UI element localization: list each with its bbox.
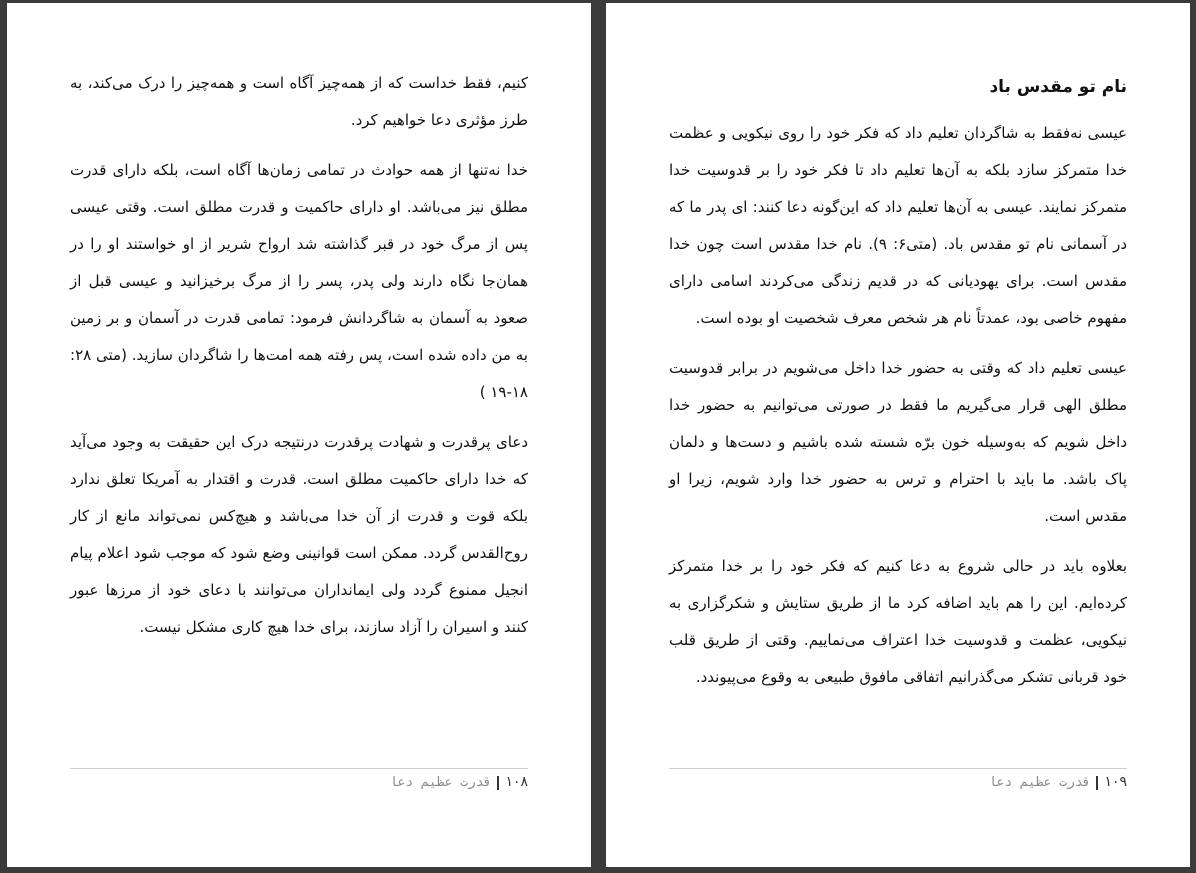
page-109[interactable] [606, 3, 1190, 867]
page-body [70, 65, 528, 659]
paragraph: عیسی تعلیم داد که وقتی به حضور خدا داخل می‌شویم در برابر قدوسیت مطلق الهی قرار می‌گیریم ما فقط در صورتی می‌توانیم به حضور خدا داخل شویم که به‌وسیله خون برّه شسته شده باشیم و دست‌ها و دلمان پاک باشد. ما باید با احترام و ترس به حضور خدا وارد شویم، زیرا او مقدس است. [669, 359, 1127, 525]
page-body [669, 69, 1127, 709]
page-footer [669, 770, 1127, 795]
paragraph: دعای پرقدرت و شهادت پرقدرت درنتیجه درک این حقیقت به وجود می‌آید که خدا دارای حاکمیت مطلق است. قدرت و اقتدار به آمریکا تعلق ندارد بلکه قوت و قدرت از آن خدا می‌باشد و هیچ‌کس نمی‌تواند مانع از کار روح‌القدس گردد. ممکن است قوانینی وضع شود که موجب شود اعلام پیام انجیل ممنوع گردد ولی ایمانداران می‌توانند با دعای خود از مرزها عبور کنند و اسیران را آزاد سازند، برای خدا هیچ کاری مشکل نیست. [70, 433, 528, 636]
page-footer [70, 770, 528, 795]
page-number: ۱۰۸ [505, 774, 528, 790]
running-title: قدرت عظیم دعا [988, 775, 1091, 790]
footer-divider [669, 768, 1127, 769]
footer-divider [70, 768, 528, 769]
section-heading: نام تو مقدس باد [989, 77, 1127, 97]
paragraph: عیسی نه‌فقط به شاگردان تعلیم داد که فکر خود را روی نیکویی و عظمت خدا متمرکز سازد بلکه به آن‌ها تعلیم داد تا فکر خود را بر قدوسیت خدا متمرکز نمایند. عیسی به آن‌ها تعلیم داد که این‌گونه دعا کنند: ای پدر ما که در آسمانی نام تو مقدس باد. (متی۶: ۹). نام خدا مقدس است چون خدا مقدس است. برای یهودیانی که در قدیم زندگی می‌کردند اسامی دارای مفهوم خاصی بود، عمدتاً نام هر شخص معرف شخصیت او بوده است. [669, 124, 1128, 327]
page-108[interactable] [7, 3, 591, 867]
page-number: ۱۰۹ [1104, 774, 1127, 790]
footer-separator [497, 776, 499, 790]
paragraph: بعلاوه باید در حالی شروع به دعا کنیم که فکر خود را بر خدا متمرکز کرده‌ایم. این را هم باید اضافه کرد ما از طریق ستایش و شکرگزاری به نیکویی، عظمت و قدوسیت خدا اعتراف می‌نماییم. وقتی از طریق قلب خود قربانی تشکر می‌گذرانیم اتفاقی مافوق طبیعی به وقوع می‌پیوندد. [669, 557, 1127, 686]
footer-separator [1096, 776, 1098, 790]
paragraph: کنیم، فقط خداست که از همه‌چیز آگاه است و همه‌چیز را درک می‌کند، به طرز مؤثری دعا خواهیم کرد. [70, 74, 528, 129]
paragraph: خدا نه‌تنها از همه حوادث در تمامی زمان‌ها آگاه است، بلکه دارای قدرت مطلق نیز می‌باشد. او دارای حاکمیت و قدرت مطلق است. وقتی عیسی پس از مرگ خود در قبر گذاشته شد ارواح شریر از او خواستند او را در همان‌جا نگاه دارند ولی پدر، پسر را از مرگ برخیزانید و عیسی قبل از صعود به آسمان به شاگردانش فرمود: تمامی قدرت در آسمان و بر زمین به من داده شده است، پس رفته همه امت‌ها را شاگردان سازید. (متی ۲۸: ۱۸-۱۹ ) [70, 161, 528, 401]
running-title: قدرت عظیم دعا [389, 775, 492, 790]
